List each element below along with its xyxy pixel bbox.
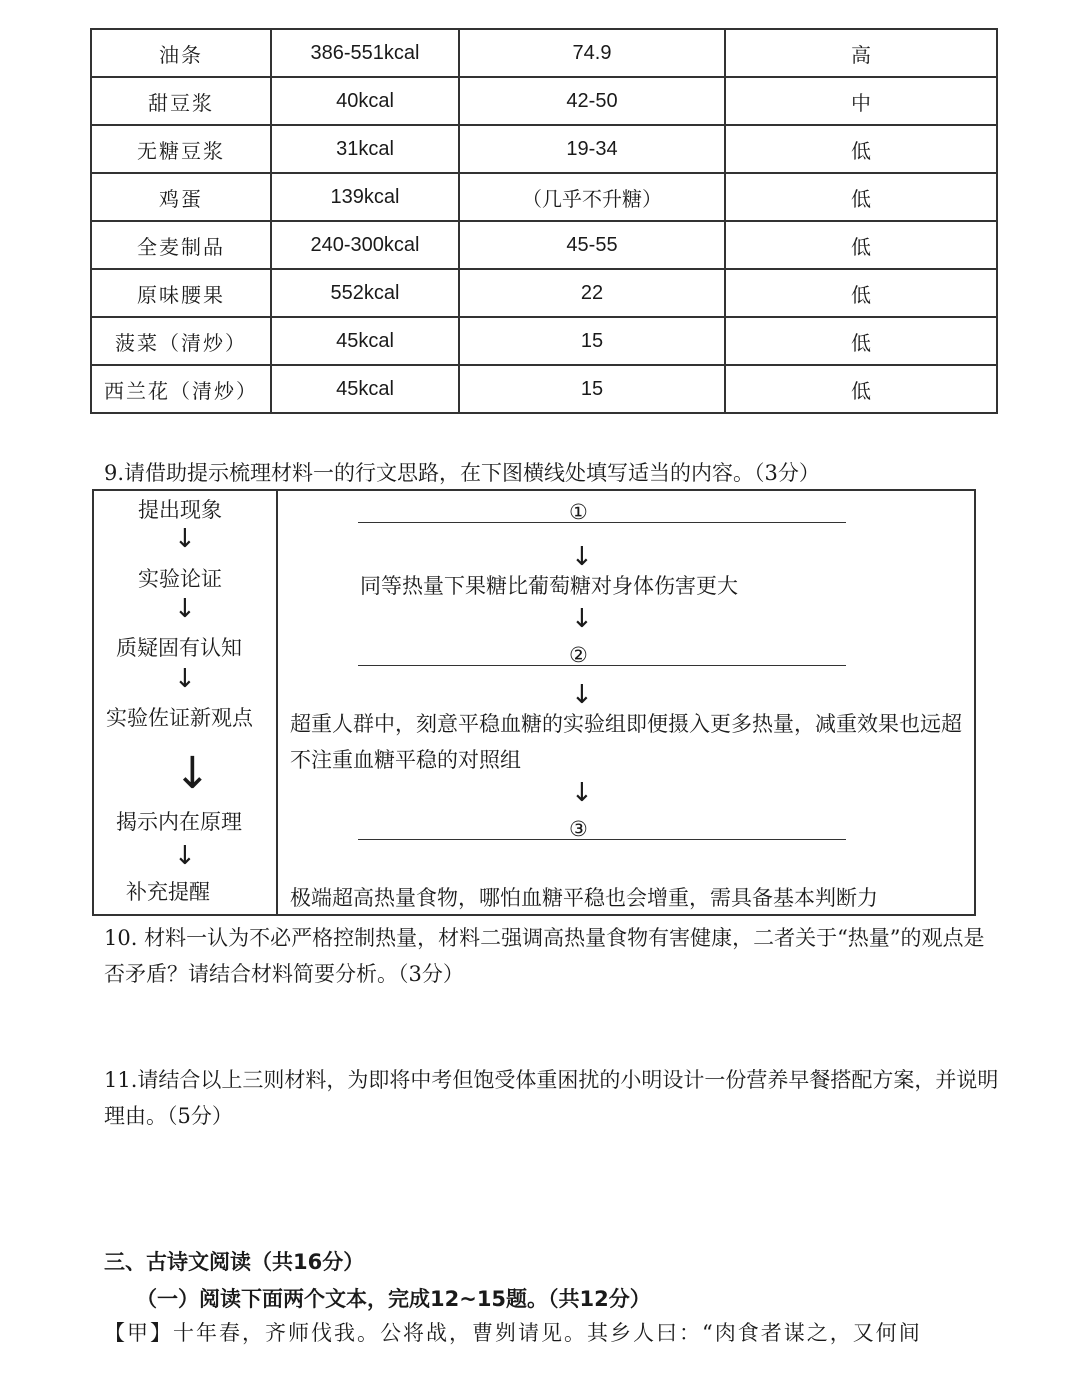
food-cell: 西兰花（清炒） — [91, 365, 271, 413]
down-arrow-icon: ↓ — [571, 604, 593, 634]
step-6: 补充提醒 — [126, 880, 210, 904]
energy-cell: 386-551kcal — [271, 29, 459, 77]
energy-cell: 45kcal — [271, 365, 459, 413]
energy-cell: 31kcal — [271, 125, 459, 173]
gi-cell: （几乎不升糖） — [459, 173, 725, 221]
down-arrow-icon: ↓ — [174, 841, 196, 871]
step-3: 质疑固有认知 — [116, 636, 242, 660]
energy-cell: 40kcal — [271, 77, 459, 125]
gi-cell: 42-50 — [459, 77, 725, 125]
flow-text-2: 超重人群中，刻意平稳血糖的实验组即便摄入更多热量，减重效果也远超不注重血糖平稳的对照组 — [290, 712, 962, 772]
subsection-heading: （一）阅读下面两个文本，完成12~15题。（共12分） — [136, 1287, 651, 1311]
step-4: 实验佐证新观点 — [106, 706, 253, 730]
down-arrow-icon: ↓ — [174, 748, 211, 799]
down-arrow-icon: ↓ — [174, 664, 196, 694]
blank-marker-3: ③ — [569, 817, 588, 841]
flow-text-3: 极端超高热量食物，哪怕血糖平稳也会增重，需具备基本判断力 — [290, 886, 878, 910]
food-cell: 油条 — [91, 29, 271, 77]
level-cell: 低 — [725, 125, 997, 173]
step-1: 提出现象 — [138, 498, 222, 522]
passage-text: 【甲】十年春，齐师伐我。公将战，曹刿请见。其乡人曰：“肉食者谋之，又何间 — [104, 1321, 922, 1345]
blank-marker-2: ② — [569, 643, 588, 667]
down-arrow-icon: ↓ — [571, 680, 593, 710]
table-row — [91, 77, 997, 125]
question-11: 11.请结合以上三则材料，为即将中考但饱受体重困扰的小明设计一份营养早餐搭配方案，并说明理由。（5分） — [104, 1068, 999, 1128]
table-row — [91, 269, 997, 317]
step-2: 实验论证 — [138, 567, 222, 591]
flow-text-1: 同等热量下果糖比葡萄糖对身体伤害更大 — [360, 574, 738, 598]
gi-cell: 22 — [459, 269, 725, 317]
energy-cell: 45kcal — [271, 317, 459, 365]
question-10: 10. 材料一认为不必严格控制热量，材料二强调高热量食物有害健康，二者关于“热量”的观点是否矛盾？请结合材料简要分析。（3分） — [104, 926, 985, 986]
food-table — [90, 28, 998, 414]
table-row — [91, 29, 997, 77]
food-cell: 无糖豆浆 — [91, 125, 271, 173]
level-cell: 低 — [725, 221, 997, 269]
food-cell: 全麦制品 — [91, 221, 271, 269]
food-cell: 原味腰果 — [91, 269, 271, 317]
level-cell: 中 — [725, 77, 997, 125]
level-cell: 低 — [725, 173, 997, 221]
level-cell: 低 — [725, 269, 997, 317]
level-cell: 低 — [725, 317, 997, 365]
flowchart-divider — [276, 489, 278, 916]
down-arrow-icon: ↓ — [571, 542, 593, 572]
section-heading: 三、古诗文阅读（共16分） — [104, 1250, 365, 1274]
food-cell: 甜豆浆 — [91, 77, 271, 125]
energy-cell: 240-300kcal — [271, 221, 459, 269]
level-cell: 低 — [725, 365, 997, 413]
gi-cell: 15 — [459, 317, 725, 365]
energy-cell: 139kcal — [271, 173, 459, 221]
down-arrow-icon: ↓ — [571, 778, 593, 808]
table-row — [91, 221, 997, 269]
down-arrow-icon: ↓ — [174, 524, 196, 554]
table-row — [91, 317, 997, 365]
gi-cell: 45-55 — [459, 221, 725, 269]
down-arrow-icon: ↓ — [174, 594, 196, 624]
gi-cell: 15 — [459, 365, 725, 413]
table-row — [91, 125, 997, 173]
answer-line-3[interactable] — [358, 839, 846, 840]
food-cell: 鸡蛋 — [91, 173, 271, 221]
answer-line-2[interactable] — [358, 665, 846, 666]
level-cell: 高 — [725, 29, 997, 77]
answer-line-1[interactable] — [358, 522, 846, 523]
gi-cell: 74.9 — [459, 29, 725, 77]
energy-cell: 552kcal — [271, 269, 459, 317]
table-row — [91, 365, 997, 413]
step-5: 揭示内在原理 — [116, 810, 242, 834]
food-cell: 菠菜（清炒） — [91, 317, 271, 365]
gi-cell: 19-34 — [459, 125, 725, 173]
table-row — [91, 173, 997, 221]
question-9: 9.请借助提示梳理材料一的行文思路，在下图横线处填写适当的内容。（3分） — [104, 461, 820, 485]
blank-marker-1: ① — [569, 500, 588, 524]
